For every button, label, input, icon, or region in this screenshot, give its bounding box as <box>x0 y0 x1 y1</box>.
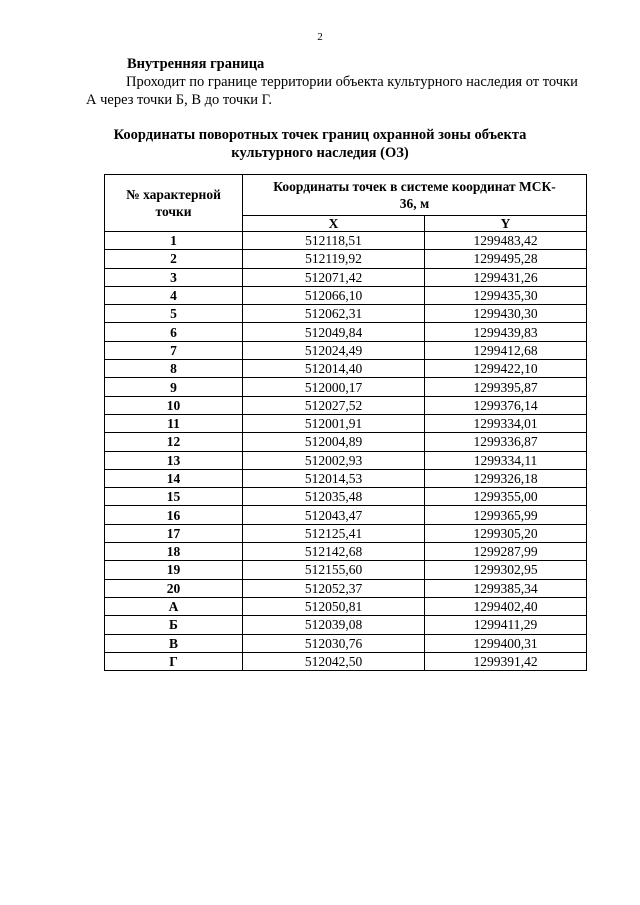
x-cell: 512027,52 <box>243 396 425 414</box>
point-cell: Б <box>105 616 243 634</box>
y-cell: 1299411,29 <box>425 616 587 634</box>
y-cell: 1299400,31 <box>425 634 587 652</box>
y-cell: 1299385,34 <box>425 579 587 597</box>
point-cell: 19 <box>105 561 243 579</box>
point-cell: 10 <box>105 396 243 414</box>
point-cell: 13 <box>105 451 243 469</box>
y-cell: 1299391,42 <box>425 652 587 670</box>
y-cell: 1299287,99 <box>425 543 587 561</box>
table-row <box>105 396 587 414</box>
y-cell: 1299376,14 <box>425 396 587 414</box>
x-cell: 512066,10 <box>243 286 425 304</box>
section-heading: Внутренняя граница <box>127 56 265 72</box>
y-cell: 1299305,20 <box>425 524 587 542</box>
page-number: 2 <box>317 31 323 43</box>
y-cell: 1299422,10 <box>425 360 587 378</box>
y-cell: 1299439,83 <box>425 323 587 341</box>
intro-paragraph <box>86 73 616 109</box>
x-cell: 512155,60 <box>243 561 425 579</box>
table-row <box>105 268 587 286</box>
table-row <box>105 323 587 341</box>
table-row <box>105 469 587 487</box>
table-row <box>105 616 587 634</box>
point-cell: 9 <box>105 378 243 396</box>
table-row <box>105 414 587 432</box>
x-cell: 512039,08 <box>243 616 425 634</box>
point-cell: А <box>105 597 243 615</box>
table-row <box>105 634 587 652</box>
point-cell: 15 <box>105 488 243 506</box>
x-cell: 512000,17 <box>243 378 425 396</box>
x-cell: 512035,48 <box>243 488 425 506</box>
point-cell: Г <box>105 652 243 670</box>
y-cell: 1299430,30 <box>425 305 587 323</box>
x-cell: 512001,91 <box>243 414 425 432</box>
x-cell: 512118,51 <box>243 232 425 250</box>
point-cell: 14 <box>105 469 243 487</box>
y-cell: 1299326,18 <box>425 469 587 487</box>
x-cell: 512002,93 <box>243 451 425 469</box>
header-coordinates <box>243 175 587 216</box>
x-cell: 512052,37 <box>243 579 425 597</box>
point-cell: 1 <box>105 232 243 250</box>
point-cell: 12 <box>105 433 243 451</box>
table-title-line-2: культурного наследия (ОЗ) <box>231 145 409 161</box>
header-point-line-1: № характерной <box>126 187 221 202</box>
table-row <box>105 488 587 506</box>
table-body <box>105 232 587 671</box>
table-row <box>105 360 587 378</box>
x-cell: 512142,68 <box>243 543 425 561</box>
y-cell: 1299334,11 <box>425 451 587 469</box>
point-cell: 8 <box>105 360 243 378</box>
y-cell: 1299431,26 <box>425 268 587 286</box>
y-cell: 1299395,87 <box>425 378 587 396</box>
y-cell: 1299302,95 <box>425 561 587 579</box>
table-title-line-1: Координаты поворотных точек границ охранной зоны объекта <box>113 127 527 143</box>
table-row <box>105 543 587 561</box>
table-row <box>105 451 587 469</box>
table-header-row <box>105 175 587 216</box>
intro-line-1: Проходит по границе территории объекта культурного наследия от точки <box>126 74 578 90</box>
table-row <box>105 378 587 396</box>
table-row <box>105 250 587 268</box>
x-cell: 512049,84 <box>243 323 425 341</box>
x-cell: 512030,76 <box>243 634 425 652</box>
point-cell: 16 <box>105 506 243 524</box>
table-row <box>105 652 587 670</box>
header-coords-line-1: Координаты точек в системе координат МСК- <box>273 179 556 194</box>
point-cell: 3 <box>105 268 243 286</box>
x-cell: 512014,53 <box>243 469 425 487</box>
point-cell: 4 <box>105 286 243 304</box>
x-cell: 512043,47 <box>243 506 425 524</box>
y-cell: 1299435,30 <box>425 286 587 304</box>
point-cell: 18 <box>105 543 243 561</box>
point-cell: 6 <box>105 323 243 341</box>
header-point-line-2: точки <box>155 204 192 219</box>
y-cell: 1299483,42 <box>425 232 587 250</box>
coordinates-table <box>104 174 587 671</box>
y-cell: 1299495,28 <box>425 250 587 268</box>
x-cell: 512119,92 <box>243 250 425 268</box>
table-row <box>105 579 587 597</box>
table-row <box>105 433 587 451</box>
y-cell: 1299365,99 <box>425 506 587 524</box>
point-cell: 20 <box>105 579 243 597</box>
x-cell: 512125,41 <box>243 524 425 542</box>
table-row <box>105 232 587 250</box>
header-coords-line-2: 36, м <box>399 196 430 211</box>
table-row <box>105 305 587 323</box>
point-cell: 17 <box>105 524 243 542</box>
point-cell: 11 <box>105 414 243 432</box>
x-cell: 512062,31 <box>243 305 425 323</box>
x-cell: 512071,42 <box>243 268 425 286</box>
table-row <box>105 524 587 542</box>
point-cell: 5 <box>105 305 243 323</box>
intro-line-2: А через точки Б, В до точки Г. <box>86 92 273 108</box>
y-cell: 1299355,00 <box>425 488 587 506</box>
point-cell: 7 <box>105 341 243 359</box>
header-x: X <box>243 216 425 232</box>
table-row <box>105 341 587 359</box>
table-row <box>105 597 587 615</box>
y-cell: 1299412,68 <box>425 341 587 359</box>
y-cell: 1299402,40 <box>425 597 587 615</box>
x-cell: 512004,89 <box>243 433 425 451</box>
header-point-number <box>105 175 243 232</box>
table-title <box>100 126 540 162</box>
header-y: Y <box>425 216 587 232</box>
table-row <box>105 286 587 304</box>
y-cell: 1299334,01 <box>425 414 587 432</box>
point-cell: В <box>105 634 243 652</box>
y-cell: 1299336,87 <box>425 433 587 451</box>
table-row <box>105 506 587 524</box>
point-cell: 2 <box>105 250 243 268</box>
x-cell: 512014,40 <box>243 360 425 378</box>
x-cell: 512024,49 <box>243 341 425 359</box>
x-cell: 512050,81 <box>243 597 425 615</box>
table-row <box>105 561 587 579</box>
x-cell: 512042,50 <box>243 652 425 670</box>
